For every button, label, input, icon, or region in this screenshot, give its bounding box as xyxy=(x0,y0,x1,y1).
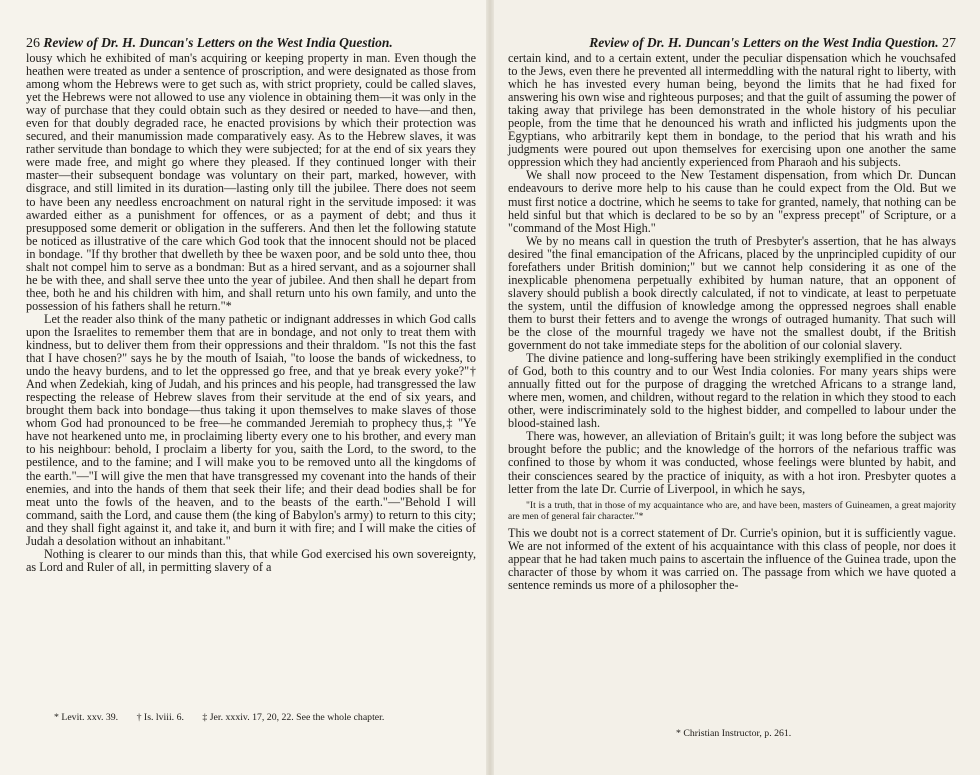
left-running-head xyxy=(26,34,476,52)
left-paragraph-3: Nothing is clearer to our minds than this, that while God exercised his own sovereignty, as Lord and Ruler of all, in permitting slavery of a xyxy=(26,546,476,574)
right-footnote: * Christian Instructor, p. 261. xyxy=(676,728,792,739)
left-running-head-title: Review of Dr. H. Duncan's Letters on the West India Question. xyxy=(43,35,393,50)
right-running-head-title: Review of Dr. H. Duncan's Letters on the West India Question. xyxy=(589,35,939,50)
left-footnote-2: † Is. lviii. 6. xyxy=(136,712,184,723)
right-paragraph-3: We by no means call in question the truth of Presbyter's assertion, that he has always desired "the final emancipation of the Africans, placed by the unprincipled cupidity of our forefathers under British dominion;" but we cannot help considering it as one of the inexplicable phenomena perpetually exhibited by human nature, that an opponent of slavery should publish a book directly calculated, if not to vindicate, at least to perpetuate the system, until the diffusion of knowledge among the oppressed negroes shall enable them to burst their fetters and to avenge the wrongs of outraged humanity. That such will be the close of the mournful tragedy we have not the smallest doubt, if the British government do not take immediate steps for the abolition of our colonial slavery. xyxy=(508,233,956,353)
left-paragraph-1: lousy which he exhibited of man's acquiring or keeping property in man. Even though the heathen were treated as under a sentence of proscription, and were designated as those from among whom the Hebrews were to get such as, with strict propriety, could be called slaves, yet the Hebrews were not allowed to use any violence in obtaining them—it was only in the way of purchase that they could obtain such as they desired or needed to have—and then, even for that doubly degraded race, he enacted provisions by which their protection was secured, and their manumission made comparatively easy. As to the Hebrew slaves, it was rather servitude than bondage to which they were subjected; for at the end of six years they were made free, and might go where they pleased. If they continued longer with their master—their subsequent bondage was voluntary on their part, marked, however, with disgrace, and still limited in its duration—lasting only till the jubilee. There does not seem to have been any needless encroachment on natural right in the servitude imposed: it was awarded either as a punishment for offences, or as a payment of debt; and thus it presupposed some demerit or obligation in the sufferers. And then let the following statute be noticed as illustrative of the care which God took that the innocent should not be placed in bondage. "If thy brother that dwelleth by thee be waxen poor, and be sold unto thee, thou shalt not compel him to serve as a bondman: But as a hired servant, and as a sojourner shall he be with thee, and shall serve thee unto the year of jubilee. And then shall he depart from thee, both he and his children with him, and shall return unto his own family, and unto the possession of his fathers shall he return."* xyxy=(26,51,476,313)
left-footnotes xyxy=(54,712,474,724)
left-footnote-1: * Levit. xxv. 39. xyxy=(54,712,119,723)
right-paragraph-1: certain kind, and to a certain extent, under the peculiar dispensation which he vouchsafed to the Jews, even there he prevented all intermeddling with the natural right to liberty, with which he has invested every human being, beyond the limits that he had fixed for answering his own wise and righteous purposes; and that the guilt of assuming the power of taking away that privilege has been demonstrated in the whole history of his peculiar people, from the time that he denounced his wrath and inflicted his judgments upon the Egyptians, who arbitrarily kept them in bondage, to the period that his wrath and his judgments were poured out upon themselves for exercising upon one another the same oppression which they had anciently experienced from Pharaoh and his subjects. xyxy=(508,51,956,170)
right-paragraph-4: The divine patience and long-suffering have been strikingly exemplified in the conduct of God, both to this country and to our West India colonies. For many years ships were annually fitted out for the purpose of dragging the wretched Africans to a strange land, where men, women, and children, without regard to the relation in which they stood to each other, were indiscriminately sold to the highest bidder, and compelled to labour under the blood-stained lash. xyxy=(508,351,956,431)
left-paragraph-2: Let the reader also think of the many pathetic or indignant addresses in which God calls upon the Israelites to remember them that are in bondage, and not only to treat them with kindness, but to deliver them from their oppressions and their thraldom. "Is not this the fast that I have chosen?" says he by the mouth of Isaiah, "to loose the bands of wickedness, to undo the heavy burdens, and to let the oppressed go free, and that ye break every yoke?"† And when Zedekiah, king of Judah, and his princes and his people, had transgressed the law respecting the release of Hebrew slaves from their servitude at the end of six years, and brought them back into bondage—thus taking it upon themselves to make slaves of those whom God had pronounced to be free—he commanded Jeremiah to prophecy thus,‡ "Ye have not hearkened unto me, in proclaiming liberty every one to his brother, and every man to his neighbour: behold, I proclaim a liberty for you, saith the Lord, to the sword, to the pestilence, and to the famine; and I will make you to be removed unto all the kingdoms of the earth."—"I will give the men that have transgressed my covenant into the hands of their enemies, and into the hands of them that seek their life; and their dead bodies shall be for meat unto the fowls of the heaven, and to the beasts of the earth."—"Behold I will command, saith the Lord, and cause them (the king of Babylon's army) to return to this city; and they shall fight against it, and take it, and burn it with fire; and I will make the cities of Judah a desolation without an inhabitant." xyxy=(26,311,476,548)
left-footnote-3: ‡ Jer. xxxiv. 17, 20, 22. See the whole chapter. xyxy=(202,712,385,723)
left-body-text xyxy=(26,52,476,574)
block-quote: "It is a truth, that in those of my acquaintance who are, and have been, masters of Guineamen, a great majority are men of general fair character."* xyxy=(508,499,956,522)
right-running-head xyxy=(508,34,956,52)
right-page xyxy=(490,0,980,775)
right-paragraph-2: We shall now proceed to the New Testament dispensation, from which Dr. Duncan endeavours to derive more help to his cause than he could expect from the Old. But we must first notice a doctrine, which he seems to take for granted, namely, that nothing can be held sinful but that which is declared to be so by an "express precept" of Scripture, or a "command of the Most High." xyxy=(508,168,956,235)
book-gutter xyxy=(486,0,494,775)
right-page-number: 27 xyxy=(942,36,956,51)
right-body-text xyxy=(508,52,956,592)
left-page-number: 26 xyxy=(26,36,40,51)
right-paragraph-5: There was, however, an alleviation of Britain's guilt; it was long before the subject was brought before the public; and the knowledge of the horrors of the nefarious traffic was confined to those by whom it was conducted, whose feelings were blunted by habit, and their consciences seared by the practice of iniquity, as with a hot iron. Presbyter quotes a letter from the late Dr. Currie of Liverpool, in which he says, xyxy=(508,429,956,496)
right-paragraph-after-quote: This we doubt not is a correct statement of Dr. Currie's opinion, but it is sufficiently vague. We are not informed of the extent of his acquaintance with this class of people, nor does it appear that he had taken much pains to ascertain the influence of the Guinea trade, upon the character of those by whom it was carried on. The passage from which we have quoted a sentence reminds us more of a philosopher the- xyxy=(508,525,956,592)
